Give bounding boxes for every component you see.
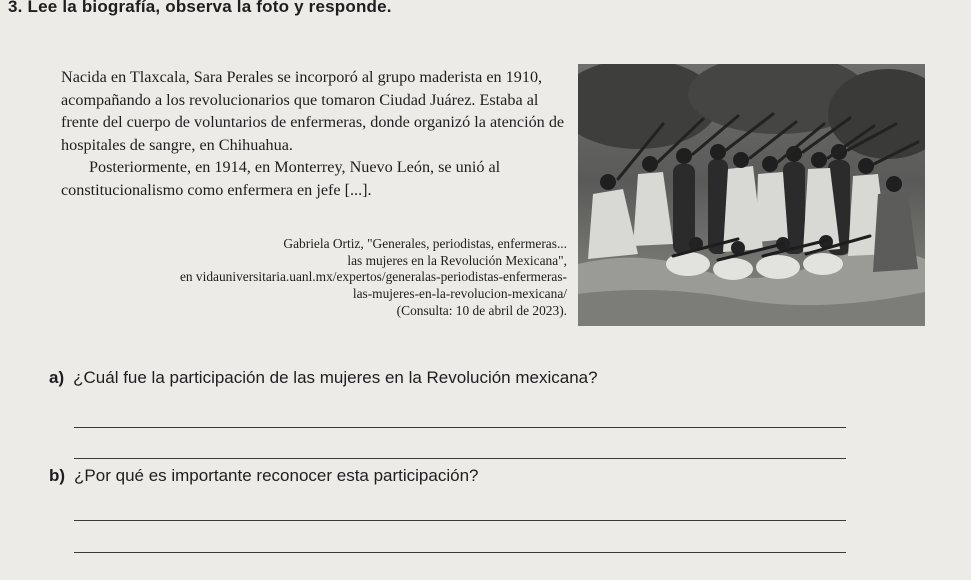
question-b xyxy=(49,466,479,486)
biography-text xyxy=(61,66,576,201)
citation-line: Gabriela Ortiz, "Generales, periodistas, enfermeras... xyxy=(283,236,567,251)
citation-line: las-mujeres-en-la-revolucion-mexicana/ xyxy=(352,286,567,302)
citation-line: las mujeres en la Revolución Mexicana", xyxy=(347,252,567,268)
exercise-heading: 3. Lee la biografía, observa la foto y responde. xyxy=(8,0,392,16)
question-b-text: ¿Por qué es importante reconocer esta participación? xyxy=(74,466,479,485)
citation-line: en vidauniversitaria.uanl.mx/expertos/generalas-periodistas-enfermeras- xyxy=(179,269,567,285)
historical-photo xyxy=(578,64,925,326)
question-a xyxy=(49,368,598,388)
photo-soldaderas-rifles xyxy=(578,64,925,326)
citation-block xyxy=(47,236,567,320)
biography-paragraph-1: Nacida en Tlaxcala, Sara Perales se incorporó al grupo maderista en 1910, acompañando a los revolucionarios que tomaron Ciudad Juárez. Estaba al frente del cuerpo de voluntarios de enfermeras, donde organizó la atención de hospitales de sangre, en Chihuahua. xyxy=(61,68,565,154)
question-b-letter: b) xyxy=(49,466,66,485)
biography-paragraph-2: Posteriormente, en 1914, en Monterrey, Nuevo León, se unió al constitucionalismo como enfermera en jefe [...]. xyxy=(61,158,501,199)
answer-line-b-1[interactable] xyxy=(74,520,846,521)
question-a-letter: a) xyxy=(49,368,65,387)
answer-line-a-1[interactable] xyxy=(74,427,846,428)
question-a-text: ¿Cuál fue la participación de las mujeres en la Revolución mexicana? xyxy=(73,368,598,387)
citation-line: (Consulta: 10 de abril de 2023). xyxy=(396,302,567,318)
answer-line-b-2[interactable] xyxy=(74,552,846,553)
answer-line-a-2[interactable] xyxy=(74,458,846,459)
